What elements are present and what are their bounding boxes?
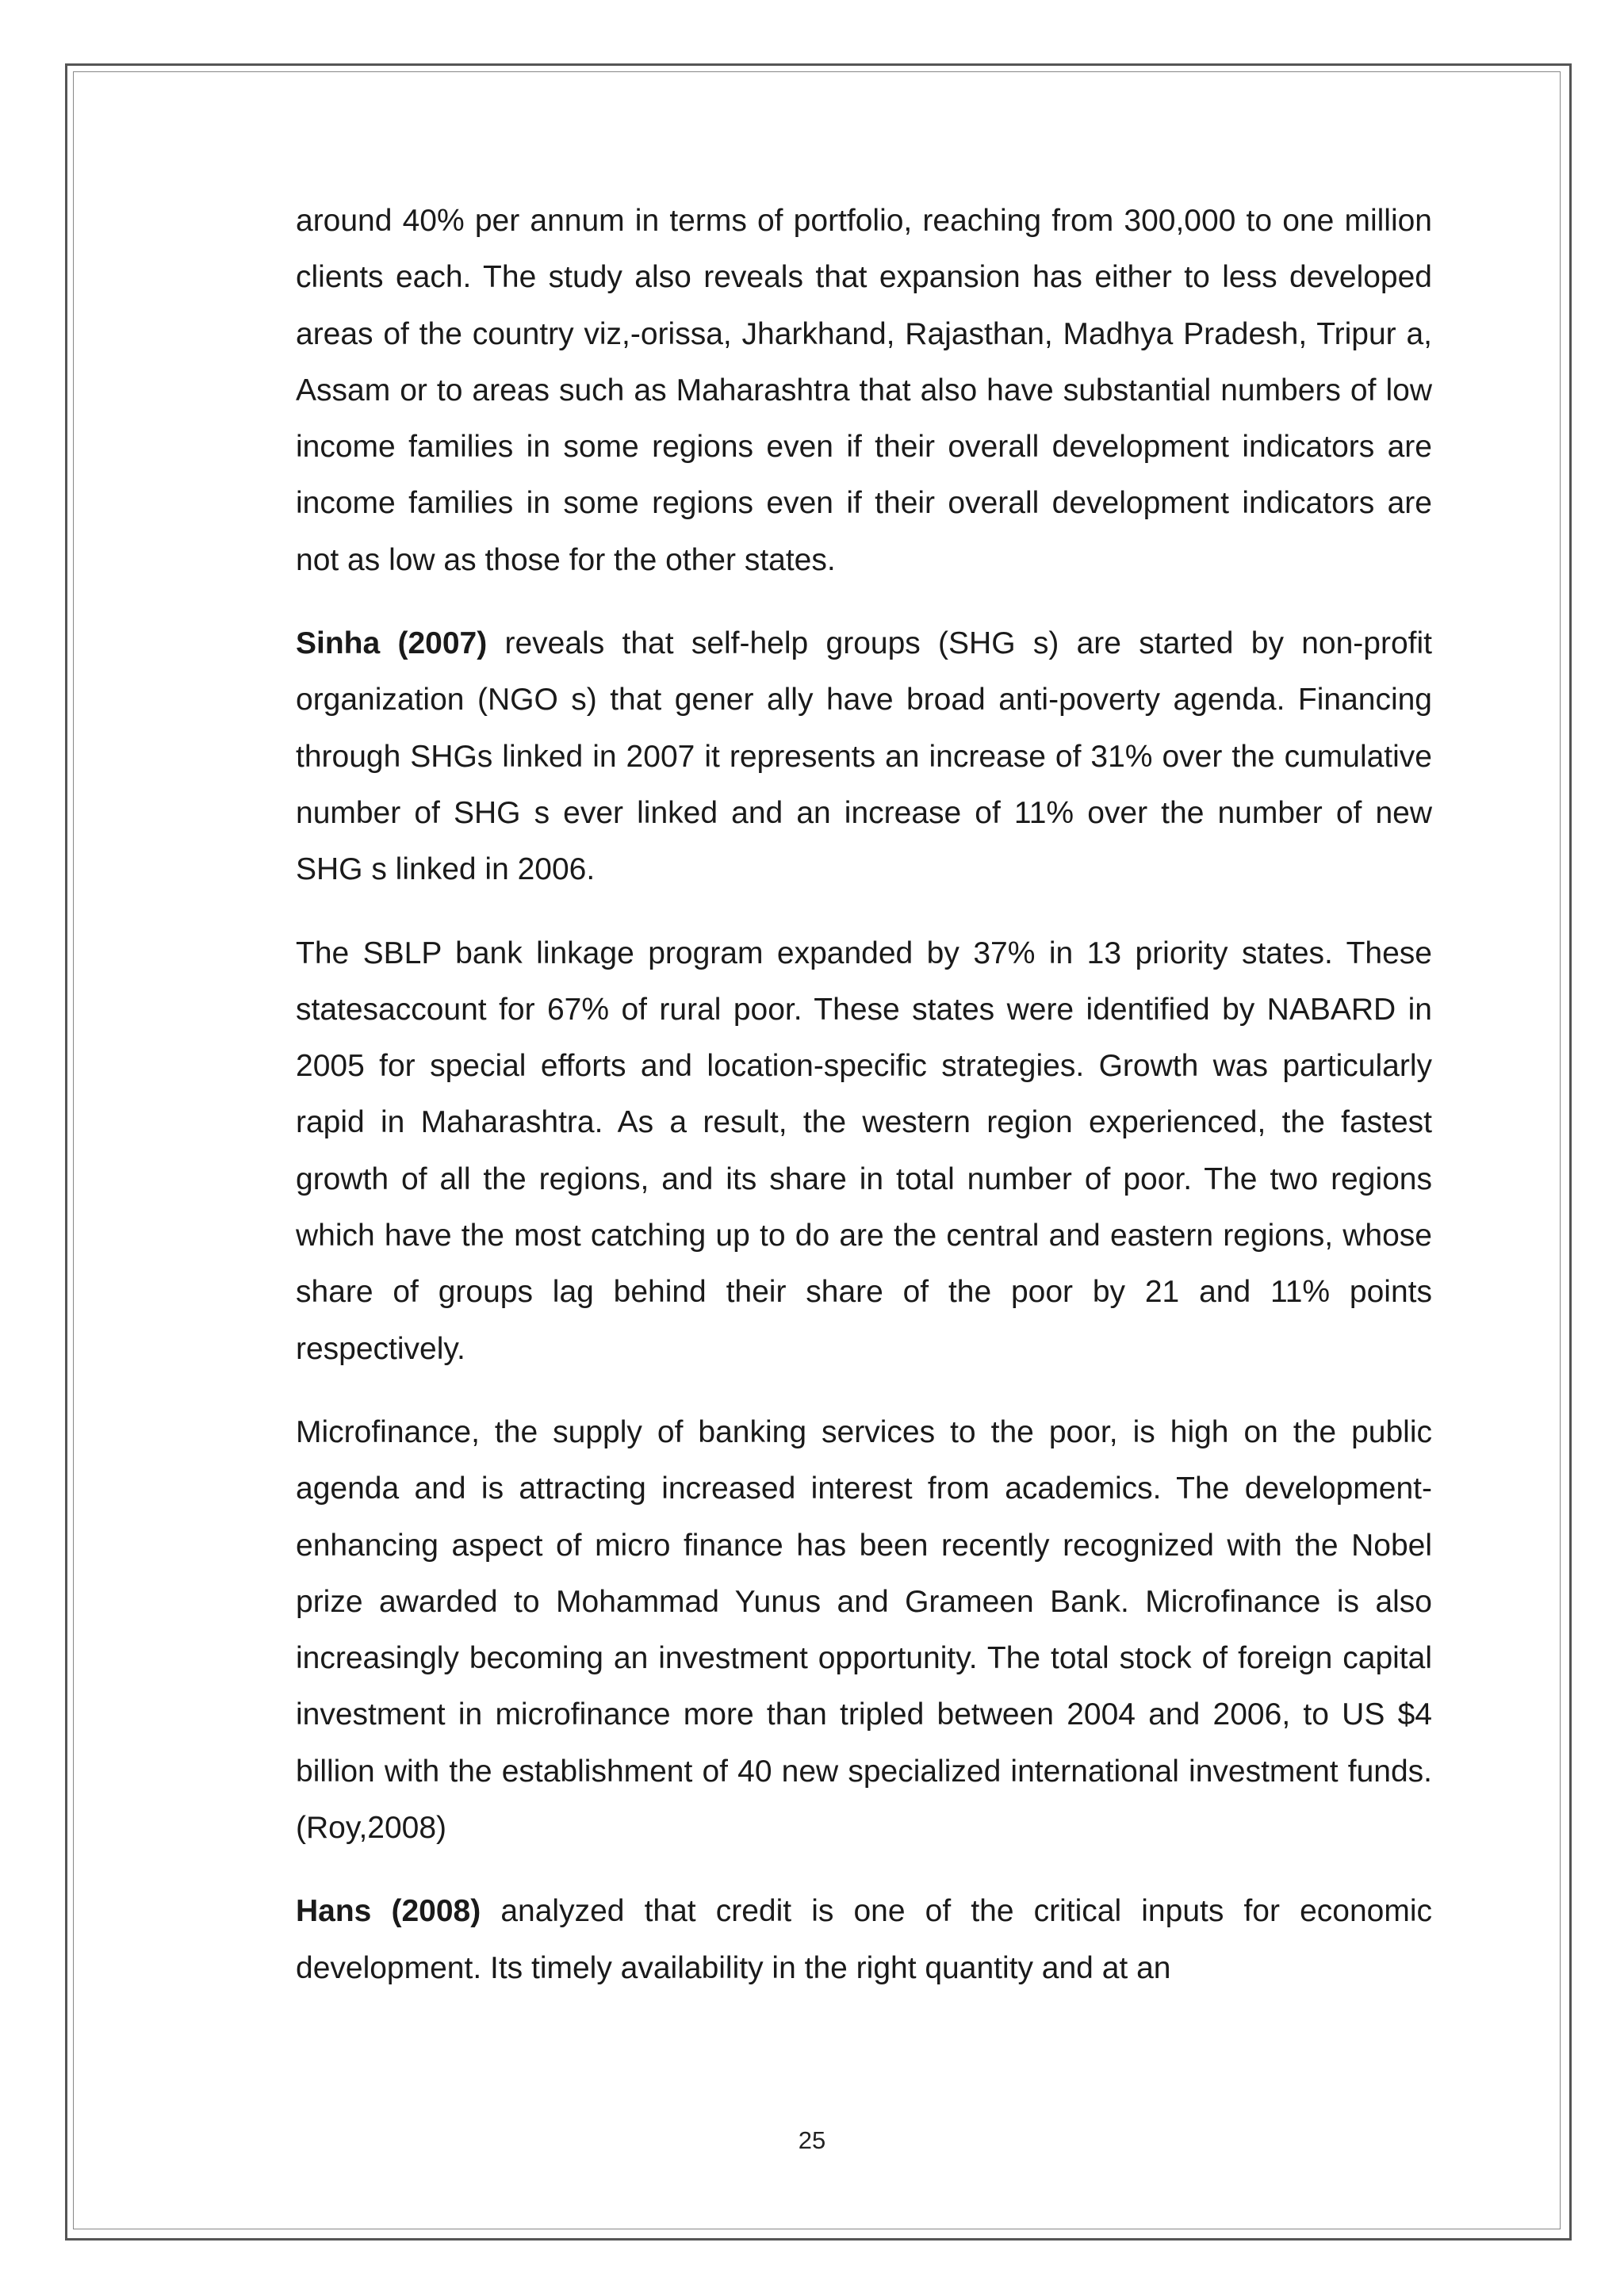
paragraph-1-text: around 40% per annum in terms of portfolio, reaching from 300,000 to one million clients each. The study also reveals that expansion has either to less developed areas of the country viz,-orissa, Jharkhand, Rajasthan, Madhya Pradesh, Tripur a, Assam or to areas such as Maharashtra that also have substantial numbers of low income families in some regions even if their overall development indicators are income families in some regions even if their overall development indicators are not as low as those for the other states.	[296, 204, 1432, 577]
paragraph-4-text: Microfinance, the supply of banking services to the poor, is high on the public agenda and is attracting increased interest from academics. The development-enhancing aspect of micro finance has been recently recognized with the Nobel prize awarded to Mohammad Yunus and Grameen Bank. Microfinance is also increasingly becoming an investment opportunity. The total stock of foreign capital investment in microfinance more than tripled between 2004 and 2006, to US $4 billion with the establishment of 40 new specialized international investment funds.(Roy,2008)	[296, 1414, 1432, 1846]
paragraph-5	[296, 1883, 1432, 1996]
paragraph-5-text: analyzed that credit is one of the critical inputs for economic development. Its timely availability in the right quantity and at an	[296, 1894, 1432, 1985]
paragraph-2	[296, 615, 1432, 897]
page-number: 25	[798, 2126, 826, 2154]
paragraph-3	[296, 925, 1432, 1377]
paragraph-1	[296, 193, 1432, 588]
paragraph-2-lead: Sinha (2007)	[296, 626, 488, 661]
page-content	[296, 193, 1432, 1996]
paragraph-3-text: The SBLP bank linkage program expanded by 37% in 13 priority states. These statesaccount for 67% of rural poor. These states were identified by NABARD in 2005 for special efforts and location-specific strategies. Growth was particularly rapid in Maharashtra. As a result, the western region experienced, the fastest growth of all the regions, and its share in total number of poor. The two regions which have the most catching up to do are the central and eastern regions, whose share of groups lag behind their share of the poor by 21 and 11% points respectively.	[296, 936, 1432, 1366]
paragraph-4	[296, 1404, 1432, 1856]
paragraph-5-lead: Hans (2008)	[296, 1894, 481, 1929]
paragraph-2-text: reveals that self-help groups (SHG s) are started by non-profit organization (NGO s) that gener ally have broad anti-poverty agenda. Financing through SHGs linked in 2007 it represents an increase of 31% over the cumulative number of SHG s ever linked and an increase of 11% over the number of new SHG s linked in 2006.	[296, 626, 1432, 887]
